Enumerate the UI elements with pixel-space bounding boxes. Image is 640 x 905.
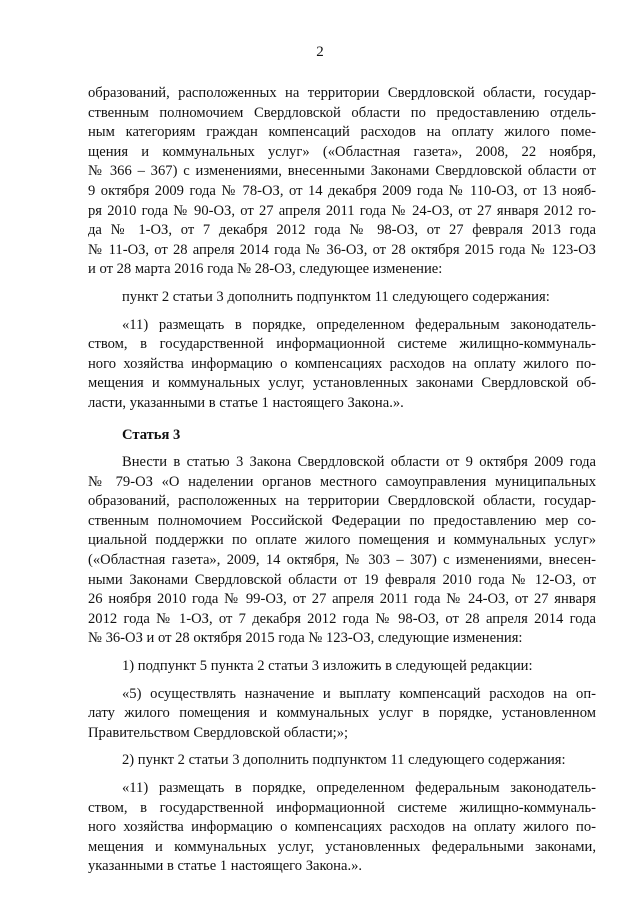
text-line: ственным полномочием Российской Федерации по предоставлению мер со-: [88, 512, 596, 529]
text-line: ством, в государственной информационной системе жилищно-коммуналь-: [88, 336, 596, 353]
text-line: Правительством Свердловской области;»;: [88, 724, 349, 741]
paragraph-subitem-5-text: [88, 685, 596, 744]
paragraph-change-1: [88, 657, 596, 677]
text-line: № 366 – 367) с изменениями, внесенными Законами Свердловской области от: [88, 163, 596, 180]
text-line: 26 ноября 2010 года № 99-ОЗ, от 27 апреля 2011 года № 24-ОЗ, от 27 января: [88, 591, 596, 608]
text-line: ря 2010 года № 90-ОЗ, от 27 апреля 2011 года № 24-ОЗ, от 27 января 2012 го-: [88, 202, 596, 219]
text-line: ного хозяйства информацию о компенсациях расходов на оплату жилого по-: [88, 819, 596, 836]
paragraph-amendment-intro: [88, 84, 596, 280]
text-line: № 11-ОЗ, от 28 апреля 2014 года № 36-ОЗ, от 28 октября 2015 года № 123-ОЗ: [88, 241, 596, 258]
paragraph-change-2: [88, 751, 596, 771]
article-3-heading: Статья 3: [122, 426, 181, 443]
text-line: пункт 2 статьи 3 дополнить подпунктом 11 следующего содержания:: [122, 288, 550, 305]
text-line: 1) подпункт 5 пункта 2 статьи 3 изложить в следующей редакции:: [122, 658, 533, 675]
text-line: образований, расположенных на территории Свердловской области, государ-: [88, 493, 596, 510]
paragraph-subitem-11-regional: [88, 316, 596, 414]
text-line: щения и коммунальных услуг» («Областная газета», 2008, 22 ноября,: [88, 143, 596, 160]
text-line: («Областная газета», 2009, 14 октября, № 303 – 307) с изменениями, внесен-: [88, 552, 596, 569]
paragraph-article-3-intro: [88, 453, 596, 649]
paragraph-subitem-11-federal: [88, 779, 596, 877]
text-line: ного хозяйства информацию о компенсациях расходов на оплату жилого по-: [88, 355, 596, 372]
text-line: указанными в статье 1 настоящего Закона.».: [88, 858, 363, 875]
paragraph-item-2-article-3: [88, 288, 596, 308]
text-line: и от 28 марта 2016 года № 28-ОЗ, следующее изменение:: [88, 261, 443, 278]
text-line: мещения и коммунальных услуг, установленных федеральными законами,: [88, 838, 596, 855]
text-line: «11) размещать в порядке, определенном федеральным законодатель-: [122, 316, 596, 333]
page-number: 2: [316, 44, 324, 60]
text-line: циальной поддержки по оплате жилого помещения и коммунальных услуг»: [88, 532, 596, 549]
text-line: ласти, указанными в статье 1 настоящего Закона.».: [88, 394, 404, 411]
text-line: образований, расположенных на территории Свердловской области, государ-: [88, 85, 596, 101]
text-line: «11) размещать в порядке, определенном федеральным законодатель-: [122, 780, 596, 796]
document-body: [88, 84, 596, 877]
text-line: 2) пункт 2 статьи 3 дополнить подпунктом 11 следующего содержания:: [122, 752, 566, 769]
text-line: лату жилого помещения и коммунальных услуг в порядке, установленном: [88, 705, 596, 722]
text-line: ными Законами Свердловской области от 19 февраля 2010 года № 12-ОЗ, от: [88, 571, 596, 588]
text-line: ством, в государственной информационной системе жилищно-коммуналь-: [88, 799, 596, 816]
text-line: 2012 года № 1-ОЗ, от 7 декабря 2012 года № 98-ОЗ, от 28 апреля 2014 года: [88, 610, 596, 627]
text-line: «5) осуществлять назначение и выплату компенсаций расходов на оп-: [122, 685, 596, 702]
text-line: № 36-ОЗ и от 28 октября 2015 года № 123-ОЗ, следующие изменения:: [88, 630, 523, 647]
text-line: да № 1-ОЗ, от 7 декабря 2012 года № 98-ОЗ, от 27 февраля 2013 года: [88, 222, 596, 239]
text-line: № 79-ОЗ «О наделении органов местного самоуправления муниципальных: [88, 473, 596, 490]
text-line: ным категориям граждан компенсаций расходов на оплату жилого поме-: [88, 124, 596, 141]
text-line: мещения и коммунальных услуг, установленных законами Свердловской об-: [88, 375, 596, 392]
text-line: Внести в статью 3 Закона Свердловской области от 9 октября 2009 года: [122, 454, 596, 471]
text-line: 9 октября 2009 года № 78-ОЗ, от 14 декабря 2009 года № 110-ОЗ, от 13 нояб-: [88, 182, 596, 199]
text-line: ственным полномочием Свердловской области по предоставлению отдель-: [88, 104, 596, 121]
